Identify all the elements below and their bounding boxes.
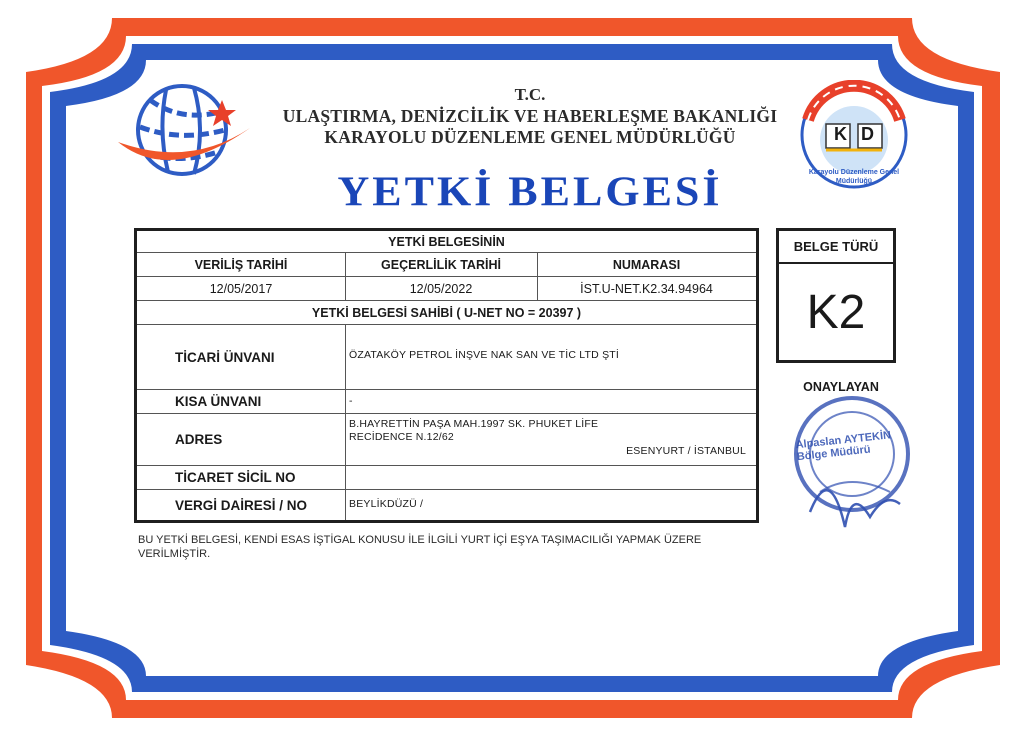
footer-statement: BU YETKİ BELGESİ, KENDİ ESAS İŞTİGAL KONUSU İLE İLGİLİ YURT İÇİ EŞYA TAŞIMACILIĞI YAPMAK ÜZERE VERİLMİŞTİR. [138,534,702,560]
registry-label: TİCARET SİCİL NO [175,470,296,485]
header [230,84,830,148]
tax-row [137,490,756,520]
short-name-label: KISA ÜNVANI [175,394,262,409]
address-label: ADRES [175,432,223,447]
certificate-type-label: BELGE TÜRÜ [779,231,893,264]
header-ministry: ULAŞTIRMA, DENİZCİLİK VE HABERLEŞME BAKANLIĞI [282,106,778,126]
document-title: YETKİ BELGESİ [337,168,723,215]
validity-date: 12/05/2022 [409,281,473,296]
tax-value: BEYLİKDÜZÜ / [349,498,424,510]
certificate-table [134,228,759,523]
approver-label: ONAYLAYAN [803,380,879,394]
col-validity-date: GEÇERLİLİK TARİHİ [381,257,501,272]
official-stamp [790,392,920,542]
trade-name-value: ÖZATAKÖY PETROL İNŞVE NAK SAN VE TİC LTD ŞTİ [349,349,619,361]
header-tc: T.C. [514,85,546,104]
kd-letter: D [861,124,874,144]
address-city: ESENYURT / İSTANBUL [626,445,746,457]
col-number: NUMARASI [612,257,681,272]
trade-name-label: TİCARİ ÜNVANI [175,349,275,365]
issue-date: 12/05/2017 [209,281,273,296]
kd-letters [820,124,888,145]
value-row [137,277,756,301]
col-issue-date: VERİLİŞ TARİHİ [194,257,288,272]
trade-name-row [137,325,756,390]
certificate-number: İST.U-NET.K2.34.94964 [580,281,713,296]
address-line2: RECİDENCE N.12/62 [349,431,454,443]
section-title: YETKİ BELGESİNİN [388,234,505,249]
kd-letter: K [834,124,847,144]
header-directorate: KARAYOLU DÜZENLEME GENEL MÜDÜRLÜĞÜ [324,127,736,147]
tax-label: VERGİ DAİRESİ / NO [175,497,308,513]
certificate-type-value: K2 [806,285,866,339]
kd-ring-text: Karayolu Düzenleme Genel Müdürlüğü [808,169,900,185]
certificate-type-box [776,228,896,363]
column-header-row [137,253,756,277]
address-row [137,414,756,466]
holder-title-row [137,301,756,325]
registry-row [137,466,756,490]
holder-title: YETKİ BELGESİ SAHİBİ ( U-NET NO = 20397 ) [311,305,582,320]
short-name-row [137,390,756,414]
stamp-text: Alpaslan AYTEKİN Bölge Müdürü [795,429,892,464]
address-line1: B.HAYRETTİN PAŞA MAH.1997 SK. PHUKET LİFE [349,418,599,430]
short-name-value: - [349,395,353,407]
kd-logo [790,80,918,190]
section-title-row [137,231,756,253]
